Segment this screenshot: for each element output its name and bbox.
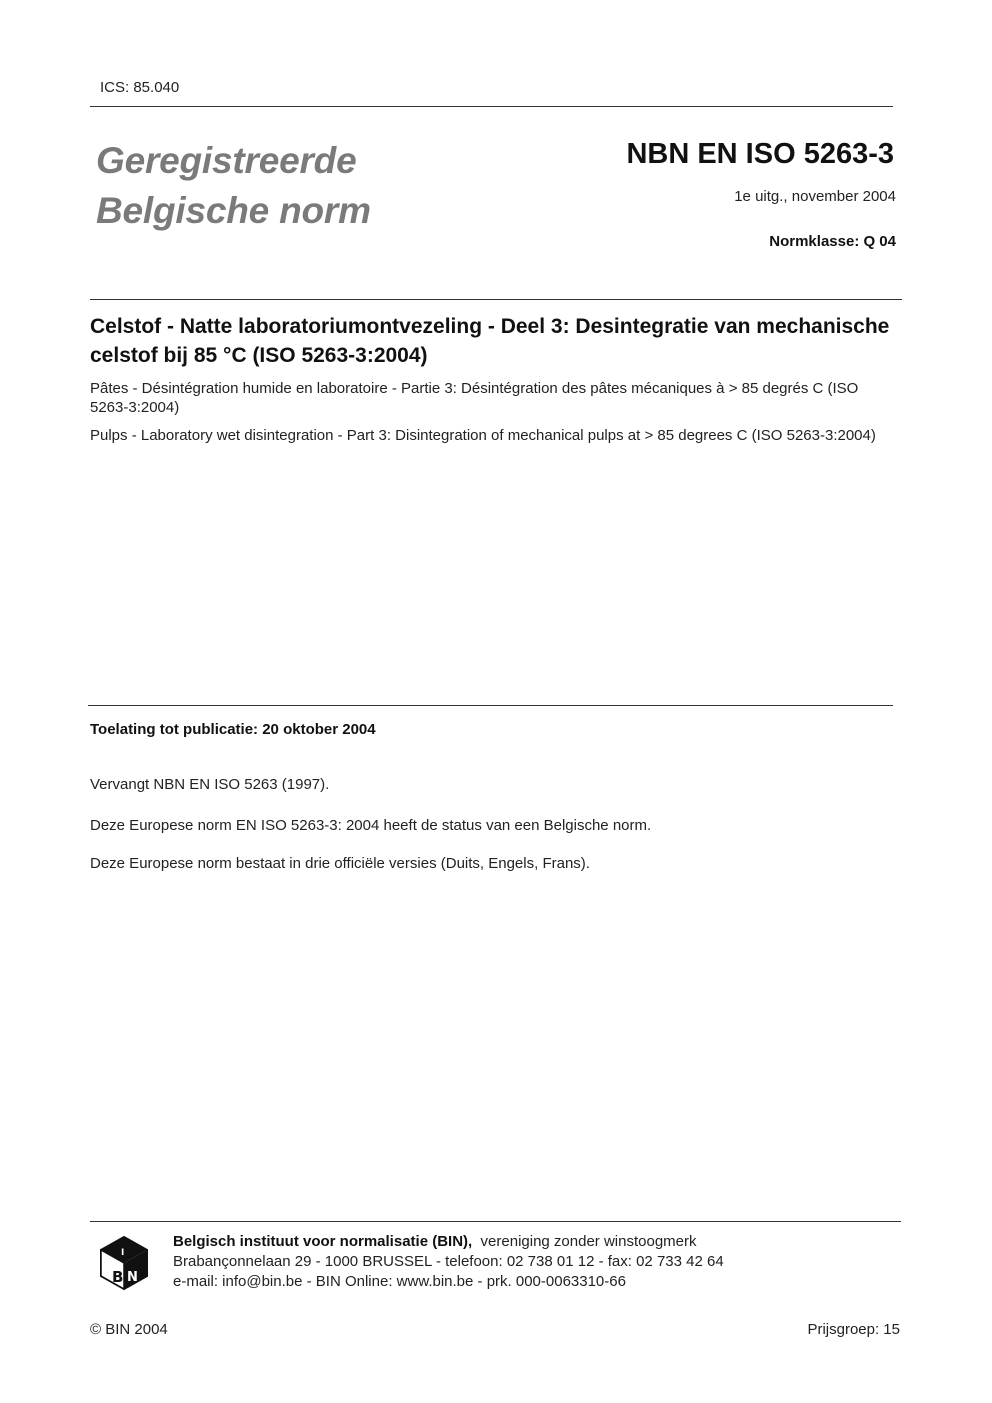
footer-rule — [90, 1221, 901, 1222]
organisation-contact: e-mail: info@bin.be - BIN Online: www.bin.be - prk. 000-0063310-66 — [173, 1273, 626, 1290]
publication-approval: Toelating tot publicatie: 20 oktober 2004 — [90, 721, 376, 738]
edition-date: 1e uitg., november 2004 — [734, 188, 896, 205]
svg-text:I: I — [121, 1248, 125, 1258]
ics-code: ICS: 85.040 — [100, 79, 180, 96]
bin-logo-icon — [99, 1235, 149, 1291]
registered-line-2: Belgische norm — [96, 190, 371, 231]
title-english: Pulps - Laboratory wet disintegration - Part 3: Disintegration of mechanical pulps at > 85 degrees C (ISO 5263-3:2004) — [90, 427, 876, 444]
organisation-name: Belgisch instituut voor normalisatie (BIN), — [173, 1233, 473, 1250]
organisation-details — [173, 1232, 724, 1292]
status-notice: Deze Europese norm EN ISO 5263-3: 2004 heeft de status van een Belgische norm. — [90, 817, 652, 834]
registered-line-1: Geregistreerde — [96, 140, 357, 181]
replaces-notice: Vervangt NBN EN ISO 5263 (1997). — [90, 776, 330, 793]
price-group: Prijsgroep: 15 — [807, 1321, 900, 1338]
svg-text:B: B — [112, 1268, 124, 1286]
svg-text:N: N — [127, 1270, 138, 1285]
title-french: Pâtes - Désintégration humide en laboratoire - Partie 3: Désintégration des pâtes mécaniques à > 85 degrés C (ISO 5263-3:2004) — [90, 380, 859, 416]
title-rule — [90, 299, 902, 300]
organisation-address: Brabançonnelaan 29 - 1000 BRUSSEL - telefoon: 02 738 01 12 - fax: 02 733 42 64 — [173, 1253, 724, 1270]
standard-number: NBN EN ISO 5263-3 — [626, 138, 894, 170]
organisation-line — [173, 1232, 724, 1252]
title-dutch: Celstof - Natte laboratoriumontvezeling - Deel 3: Desintegratie van mechanische celstof bij 85 °C (ISO 5263-3:2004) — [90, 315, 890, 367]
organisation-type: vereniging zonder winstoogmerk — [480, 1233, 697, 1250]
registered-standard-title — [96, 136, 371, 236]
copyright: © BIN 2004 — [90, 1321, 168, 1338]
norm-class: Normklasse: Q 04 — [769, 233, 896, 250]
versions-notice: Deze Europese norm bestaat in drie officiële versies (Duits, Engels, Frans). — [90, 855, 590, 872]
approval-rule — [88, 705, 893, 706]
top-rule — [90, 106, 893, 107]
